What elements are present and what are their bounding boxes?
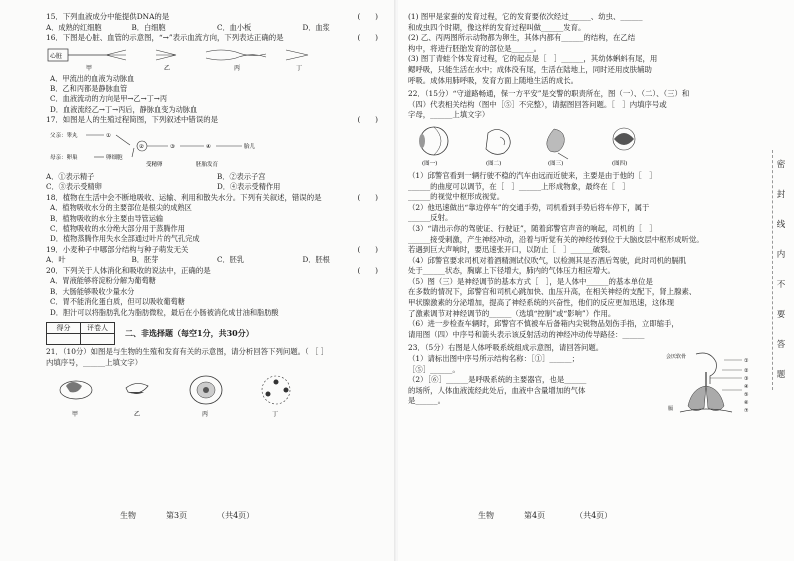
- q23-body-2: ［⑤］______。: [408, 364, 460, 374]
- fig-four-label: (图四): [612, 160, 628, 167]
- q21-cont-6: 鳃呼吸，只能生活在水中；成体没有尾，生活在陆地上，同时还用皮肤辅助: [408, 64, 652, 74]
- question-19: 19．小麦种子中哪部分结构与种子萌发无关 ( ): [46, 244, 378, 254]
- page-3: [0, 0, 396, 561]
- q22-body-15: （6）进一步检查车辆时，邱警官不慎被车后备箱内尖锐物品划伤手指，立即缩手，: [408, 319, 679, 329]
- q22-body-4: （2）他迅速做出“靠边停车”的交通手势，司机看到手势后将车停下，属于: [408, 202, 650, 212]
- q22-body-5: ______反射。: [408, 213, 453, 223]
- footer-page-3: [120, 510, 254, 521]
- section-title: 二、非选择题（每空1分，共30分）: [125, 328, 254, 339]
- q21-cont-3: (2) 乙、丙两图所示动物都为卵生，其体内都有______的结构，在乙结: [408, 33, 636, 43]
- q22-body-2: ______的曲度可以调节，在［ ］______上形成物象，最终在［ ］: [408, 181, 630, 191]
- develop-label: 胚胎发育: [196, 161, 219, 168]
- sense-organ-figures: [408, 123, 708, 169]
- heart-label: 心脏: [50, 52, 63, 60]
- marker-2: ②: [139, 143, 144, 150]
- page-4: [398, 0, 794, 561]
- seal-char-4: 内: [776, 250, 786, 260]
- footer-page-4: [478, 510, 612, 521]
- question-18: 18．植物在生活中会不断地吸收、运输、利用和散失水分。下列有关叙述，错误的是 ( ): [46, 192, 378, 202]
- q21-cont-5: (3) 图丁青蛙个体发育过程，它的起点是［ ］______，其幼体蝌蚪有尾，用: [408, 54, 658, 64]
- seal-char-3: 线: [776, 220, 786, 230]
- q22-body-9: （4）邱警官要求司机对着酒精测试仪吹气，以检测其是否酒后驾驶，此时司机的膈肌: [408, 255, 687, 265]
- seal-line: [772, 150, 786, 390]
- q18-option-a: A．植物吸收水分的主要部位是根尖的成熟区: [50, 203, 192, 213]
- score-box: [46, 322, 378, 345]
- question-17-options-2: C．③表示受精卵 D．④表示受精作用: [46, 182, 281, 192]
- q22-body-3: ______的视觉中枢形成视觉。: [408, 192, 505, 202]
- mother-label: 母亲：卵巢: [50, 154, 78, 161]
- footer-page: 第3页: [166, 511, 188, 520]
- grader-cell[interactable]: [81, 334, 115, 345]
- diaphragm-label: 膈: [668, 406, 674, 413]
- q21-cont-4: 构中，将进行胚胎发育的部位是______。: [408, 43, 542, 53]
- q20-option-b: B．大肠能够吸收少量水分: [50, 286, 135, 296]
- seal-char-6: 要: [776, 310, 786, 320]
- respiratory-system-figure: [666, 350, 758, 416]
- fig-label-d: 丁: [272, 411, 279, 419]
- resp-marker-6: ⑥: [744, 400, 749, 407]
- heart-vessel-diagram: [46, 46, 346, 72]
- fert-label: 受精卵: [146, 161, 163, 168]
- label-c: 丙: [234, 64, 241, 72]
- fig-label-b: 乙: [134, 411, 141, 419]
- question-22: 22．（15分）“守道路畅通，保一方平安”是交警的职责所在，图（一）、（二）、（三）和: [408, 89, 690, 99]
- resp-marker-7: ⑦: [744, 408, 749, 415]
- q23-block: [408, 354, 764, 415]
- question-17: 17．如图是人的生殖过程简图，下列叙述中错误的是 ( ): [46, 115, 378, 125]
- q23-text: [408, 354, 653, 407]
- footer-subject: 生物: [120, 511, 136, 520]
- q22-body-7: ______接受刺激，产生神经冲动，沿着与听觉有关的神经传到位于大脑皮层中枢形成听觉。: [408, 234, 704, 244]
- resp-marker-5: ⑤: [744, 392, 749, 399]
- q22-body-16: 请用图（四）中序号和箭头表示该反射活动的神经冲动传导路径：______: [408, 329, 645, 339]
- q21-cont-2: 和成虫四个时期，像这样的发育过程叫做______发育。: [408, 22, 586, 32]
- label-b: 乙: [164, 64, 171, 72]
- seal-char-5: 不: [776, 280, 786, 290]
- q21-cont-7: 呼吸。成体用肺呼吸，发育方面上随地生活的成长。: [408, 75, 578, 85]
- q20-option-c: C．胃不能消化蛋白质，但可以吸收葡萄糖: [50, 297, 185, 307]
- question-20: 20．下列关于人体消化和吸收的说法中，正确的是 ( ): [46, 265, 378, 275]
- q22-body-12: 在多数的情况下，邱警官和司机心跳加快、血压升高，在相关神经的支配下，肾上腺素、: [408, 287, 697, 297]
- seal-char-2: 封: [776, 190, 786, 200]
- q22-body-14: 了激素调节对神经调节的______（选填“控制”或“影响”）作用。: [408, 308, 616, 318]
- resp-marker-3: ③: [744, 376, 749, 383]
- question-15: 15．下列血液成分中能提供DNA的是 ( ): [46, 12, 378, 21]
- heart-vessel-figure: [46, 46, 378, 72]
- label-a: 甲: [86, 64, 93, 72]
- q21-cont-1: (1) 图甲是家蚕的发育过程，它的发育要依次经过______、幼虫、______: [408, 12, 643, 21]
- footer-page-4-num: 第4页: [524, 511, 546, 520]
- fig-three-label: (图三): [548, 160, 564, 167]
- seal-char-8: 题: [776, 370, 786, 380]
- fig-label-c: 丙: [202, 411, 209, 419]
- resp-marker-1: ①: [744, 358, 749, 365]
- embryo-label: 胎儿: [244, 143, 256, 150]
- seal-char-1: 密: [776, 160, 786, 170]
- question-19-options: A．叶 B．胚芽 C．胚乳 D．胚根: [46, 255, 330, 265]
- q23-body-1: （1）请标出图中序号所示结构名称：［①］______；: [408, 354, 579, 364]
- q22-body-6: （3）“请出示你的驾驶证、行驶证”，随着邱警官声音的响起，司机的［ ］: [408, 223, 657, 233]
- grader-header: 评卷人: [81, 323, 115, 334]
- epiglottis-label: 会厌软骨: [666, 354, 687, 361]
- resp-marker-4: ④: [744, 384, 749, 391]
- q23-body-4: 的场所，人体血液流经此处后，血液中含量增加的气体: [408, 385, 586, 395]
- egg-label: 卵细胞: [106, 154, 123, 161]
- label-d: 丁: [296, 64, 303, 72]
- footer-total: （共4页）: [217, 511, 255, 520]
- q22-figures: [408, 123, 764, 169]
- q18-option-b: B．植物吸收的水分主要由导管运输: [50, 213, 164, 223]
- father-label: 父亲：睾丸: [50, 132, 78, 139]
- fig-two-label: (图二): [486, 160, 502, 167]
- q23-body-5: 是______。: [408, 396, 445, 406]
- reproduction-images: [46, 370, 378, 420]
- q23-body-3: （2）［⑥］______是呼吸系统的主要器官，也是______: [408, 375, 587, 385]
- question-17-options: A．①表示精子 B．②表示子宫: [46, 171, 266, 181]
- marker-1: ①: [106, 132, 111, 139]
- q16-option-c: C．血液流动的方向是甲→乙→丁→丙: [50, 94, 168, 104]
- question-21-line2: 内填序号，______上填文字）: [46, 357, 143, 367]
- question-23: 23．（5分）右图是人体呼吸系统组成示意图，请回答问题。: [408, 343, 604, 353]
- fig-one-label: (图一): [422, 160, 438, 167]
- q20-option-d: D．胆汁可以将脂肪乳化为脂肪微粒，最后在小肠被消化成甘油和脂肪酸: [50, 307, 279, 317]
- q16-option-b: B．乙和丙都是静脉血管: [50, 84, 128, 93]
- question-15-options: A．成熟的红细胞 B．白细胞 C．血小板 D．血浆: [46, 22, 330, 32]
- animal-development-figure: [46, 370, 366, 420]
- q16-option-d: D．血液流经乙→丁→丙后，静脉血变为动脉血: [50, 104, 198, 114]
- q22-body-8: 若遇到巨大声响时，要迅速张开口，以防止［ ］______破裂。: [408, 245, 615, 255]
- q22-line-1: （四）代表相关结构（图中［⑤］不完整），请据图回答问题。［ ］内填序号或: [408, 99, 667, 109]
- seal-char-7: 答: [776, 340, 786, 350]
- q16-option-a: A．甲流出的血液为动脉血: [50, 73, 135, 83]
- score-header: 得分: [47, 323, 81, 334]
- q18-option-d: D．植物蒸腾作用失水全部通过叶片的气孔完成: [50, 234, 200, 244]
- marker-3: ③: [170, 143, 175, 150]
- q22-body-11: （5）图（三）是神经调节的基本方式［ ］，是人体中______的基本单位是: [408, 276, 653, 286]
- question-16: 16．下图是心脏、血管的示意图，“→”表示血流方向，下列表达正确的是 ( ): [46, 33, 378, 42]
- q22-body-10: 处于______状态，胸廓上下径增大，肺内的气体压力相应增大。: [408, 266, 615, 276]
- q22-body-1: （1）邱警官看到一辆行驶不稳的汽车由远而近驶来，主要是由于他的［ ］: [408, 170, 657, 180]
- score-cell[interactable]: [47, 334, 81, 345]
- q18-option-c: C．植物吸收的水分绝大部分用于蒸腾作用: [50, 224, 185, 234]
- resp-marker-2: ②: [744, 368, 749, 375]
- footer-subject-4: 生物: [478, 511, 494, 520]
- footer-total-4: （共4页）: [575, 511, 613, 520]
- score-table: [46, 322, 115, 345]
- reproduction-figure: [46, 128, 378, 170]
- question-21: 21．（10分）如图是与生物的生殖和发育有关的示意图，请分析回答下列问题。（ ［ ］: [46, 347, 329, 357]
- q22-line-2: 字母，______上填文字）: [408, 110, 490, 120]
- fig-label-a: 甲: [72, 411, 79, 419]
- q22-body-13: 甲状腺激素的分泌增加，提高了神经系统的兴奋性，他们的反应更加迅速，这体现: [408, 298, 675, 308]
- reproduction-diagram: [46, 128, 346, 170]
- marker-4: ④: [206, 143, 211, 150]
- q20-option-a: A．胃液能够将淀粉分解为葡萄糖: [50, 276, 156, 286]
